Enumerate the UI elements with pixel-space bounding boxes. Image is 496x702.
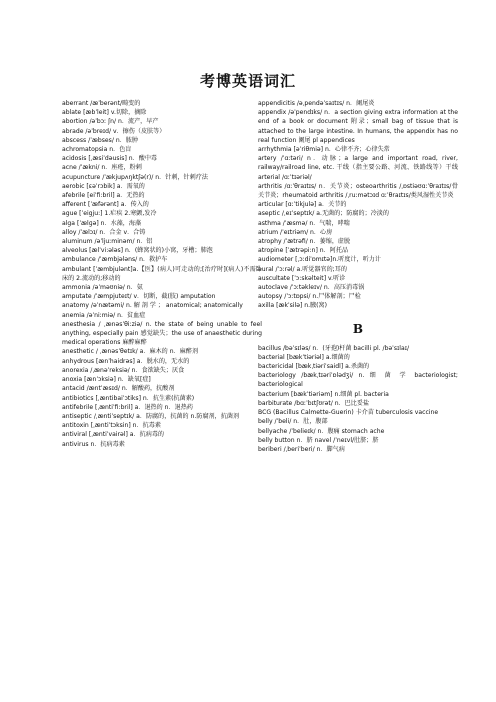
vocab-entry: bacterial [bækˈtiəriəl] a.细菌的 — [258, 353, 350, 361]
vocab-entry: belly /ˈbeli/ n．肚，腹部 — [258, 418, 328, 426]
vocab-entry: bacteriology /bækˌtɪəriˈɒlədʒi/ n. 细 菌 学 bacteriologist; bacteriological — [258, 372, 458, 389]
vocab-entry: aluminum /əˈljuːminəm/ n．铝 — [62, 238, 153, 246]
vocab-entry: bacterium [bækˈtiəriəm] n.细菌 pl. bacteria — [258, 390, 389, 398]
vocab-entry: autoclave /ˈɔːtəkleɪv/ n．高压消毒锅 — [258, 284, 365, 292]
vocab-entry: aerobic [ɛəˈrɔbik] a．需氧的 — [62, 182, 145, 190]
vocab-entry: bellyache /ˈbelieɪk/ n．腹痛 stomach ache — [258, 427, 385, 435]
left-column — [62, 99, 262, 449]
vocab-entry: alga [ˈælɡə] n．水藻，海藻 — [62, 219, 142, 227]
vocab-entry: aseptic /ˌeɪˈseptɪk/ a.无菌的；防腐的；冷淡的 — [258, 210, 389, 218]
vocab-entry: autopsy /ˈɔːtɒpsi/ n.尸体解剖；尸检 — [258, 293, 361, 301]
page-title: 考博英语词汇 — [199, 72, 296, 90]
vocab-entry: appendix /əˈpendɪks/ n．a section giving extra information at the end of a book or document 附录；small bag of tissue that is attached to the large intestine. In humans, the appendix has no real function 阑尾 pl appendices — [258, 109, 458, 144]
vocab-entry: asthma /ˈæsmə/ n．气喘，哮喘 — [258, 219, 350, 227]
vocab-entry: arthritis /ɑːˈθraɪtɪs/ n．关节炎；osteoarthritis /ˌɒstiəʊɑːˈθraɪtɪs/骨关节炎；rheumatoid arthritis /ˌruːmətɔɪd ɑːˈθraɪtɪs/类风湿性关节炎 — [258, 182, 458, 200]
vocab-entry: acne /ˈækni/ n．座疮，粉刺 — [62, 164, 142, 172]
vocab-entry: beriberi /ˌberiˈberi/ n．脚气病 — [258, 445, 345, 453]
vocab-entry: anemia /əˈniːmiə/ n．贫血症 — [62, 311, 146, 319]
vocab-entry: acupuncture /ˈækjupʌŋktʃə(r)/ n．针刺，针刺疗法 — [62, 173, 208, 181]
vocab-entry: antiviral [ˌæntiˈvairəl] a．抗病毒的 — [62, 431, 165, 439]
vocab-entry: afferent [ˈæfərənt] a．传入的 — [62, 201, 149, 209]
vocab-entry: abortion /əˈbɔː ʃn/ n．流产，早产 — [62, 118, 159, 126]
vocab-entry: alloy /ˈælɔɪ/ n．合金 v．合铸 — [62, 228, 146, 236]
vocab-entry: anatomy /əˈnætəmi/ n. 解 剖 学 ； anatomical; anatomically — [62, 302, 243, 310]
vocab-entry: anhydrous [ænˈhaidrəs] a．脱水的，无水的 — [62, 357, 190, 365]
vocab-entry: antifebrile [ˌæntiˈfi:bril] a．退热的 n．退热药 — [62, 403, 193, 411]
vocab-entry: BCG (Bacillus Calmette-Guerin) 卡介苗 tuberculosis vaccine — [258, 409, 439, 417]
vocab-entry: achromatopsia n．色盲 — [62, 146, 132, 154]
vocab-entry: atropine [ˈætrəpi:n] n．阿托品 — [258, 247, 349, 255]
vocab-entry: antiseptic /ˌæntiˈseptɪk/ a．防腐的，抗菌的 n.防腐剂，抗菌剂 — [62, 412, 240, 420]
vocab-entry: atrium /ˈeɪtriəm/ n．心房 — [258, 228, 333, 236]
vocab-entry: antacid /æntˈæsɪd/ n．解酸药，抗酸剂 — [62, 385, 175, 393]
vocab-entry: antitoxin [ˌæntiˈtɔksin] n．抗毒素 — [62, 422, 161, 430]
vocab-entry: aberrant /æˈberənt/畸变的 — [62, 100, 141, 107]
vocab-entry: arrhythmia [əˈriθmiə] n．心律不齐；心律失常 — [258, 146, 390, 154]
vocab-entry: ambulant [ˈæmbjulənt]a.【医】(病人)可走动的;[治疗时](病人)不需卧床的 2.流动的;移动的 — [62, 265, 262, 282]
vocab-entry: barbiturate /bɑːˈbɪtʃʊrət/ n．巴比妥盐 — [258, 399, 370, 407]
vocab-entry: anesthesia / ˌænəsˈθiːziə/ n. the state of being unable to feel anything, especially pain 感觉缺失；the use of anaesthetic during medical operations 麻醉麻醉 — [62, 320, 262, 347]
vocab-entry: auscultate [ˈɔ:skəlteit] v.听诊 — [258, 274, 346, 282]
vocab-entry: afebrile [eiˈfi:bril] a．无热的 — [62, 192, 145, 200]
vocab-entry: ambulance /ˈæmbjələns/ n．救护车 — [62, 256, 168, 264]
vocab-entry: atrophy /ˈætrəfi/ n．萎缩，虚脱 — [258, 238, 351, 246]
vocab-entry: antivirus n．抗病毒素 — [62, 440, 125, 448]
vocab-entry: ammonia /əˈməʊniə/ n．氨 — [62, 284, 143, 292]
vocab-entry: ague [ˈeigju:] 1.疟疾 2.寒颤,发冷 — [62, 210, 157, 218]
section-heading-b: B — [352, 321, 364, 336]
vocab-entry: axilla [ækˈsilə] n.腋(窝) — [258, 302, 328, 310]
vocab-entry: bacillus /bəˈsɪləs/ n．(牙孢)杆菌 bacilli pl. /bəˈsɪlaɪ/ — [258, 344, 410, 352]
vocab-entry: audiometer [ˌɔːdiˈɒmɪtə]n.听度计，听力计 — [258, 256, 381, 264]
vocab-entry: ablate [æbˈleit] v.切除，摘除 — [62, 109, 147, 117]
vocab-entry: abrade /əˈbreɪd/ v．擦伤（皮肤等） — [62, 127, 166, 135]
vocab-entry: anesthetic / ˌænəsˈθetɪk/ a．麻木的 n．麻醉剂 — [62, 348, 198, 356]
vocab-entry: articular [ɑːˈtikjulə] a．关节的 — [258, 201, 347, 209]
vocab-entry: bactericidal [bækˌtiəriˈsaidl] a.杀菌的 — [258, 363, 370, 371]
right-column — [258, 99, 458, 454]
vocab-entry: artery /ˈɑːtəri/ n．动脉；a large and important road, river, railway/railroad line, etc. 干线（指主要公路、河流、铁路线等）干线 arterial /ɑːˈtɪəriəl/ — [258, 155, 458, 181]
vocab-entry: aural /ˈɔːrəl/ a.听觉器官的;耳的 — [258, 265, 347, 273]
vocab-entry: antibiotics [ˌæntibaiˈɔtiks] n．抗生素(抗菌素) — [62, 394, 195, 402]
vocab-entry: appendicitis /əˌpendəˈsaɪtɪs/ n．阑尾炎 — [258, 100, 375, 107]
vocab-entry: acidosis [ˌæsiˈdəusis] n．酸中毒 — [62, 155, 158, 163]
vocab-entry: anoxia [ænˈɔksiə] n．缺氧[症] — [62, 376, 151, 384]
vocab-entry: anorexia /ˌænəˈreksiə/ n．食欲缺失；厌食 — [62, 366, 185, 374]
vocab-entry: abscess /ˈæbses/ n．脓肿 — [62, 136, 138, 144]
vocab-entry: belly button n．脐 navel /ˈneɪvl/肚脐；脐 — [258, 436, 379, 444]
vocab-entry: alveolus [ælˈvi:ələs] n．(蜂窝状的)小窝，牙槽；肺泡 — [62, 247, 213, 255]
vocab-entry: amputate /ˈæmpjuteɪt/ v．切断，截(肢) amputation — [62, 293, 216, 301]
